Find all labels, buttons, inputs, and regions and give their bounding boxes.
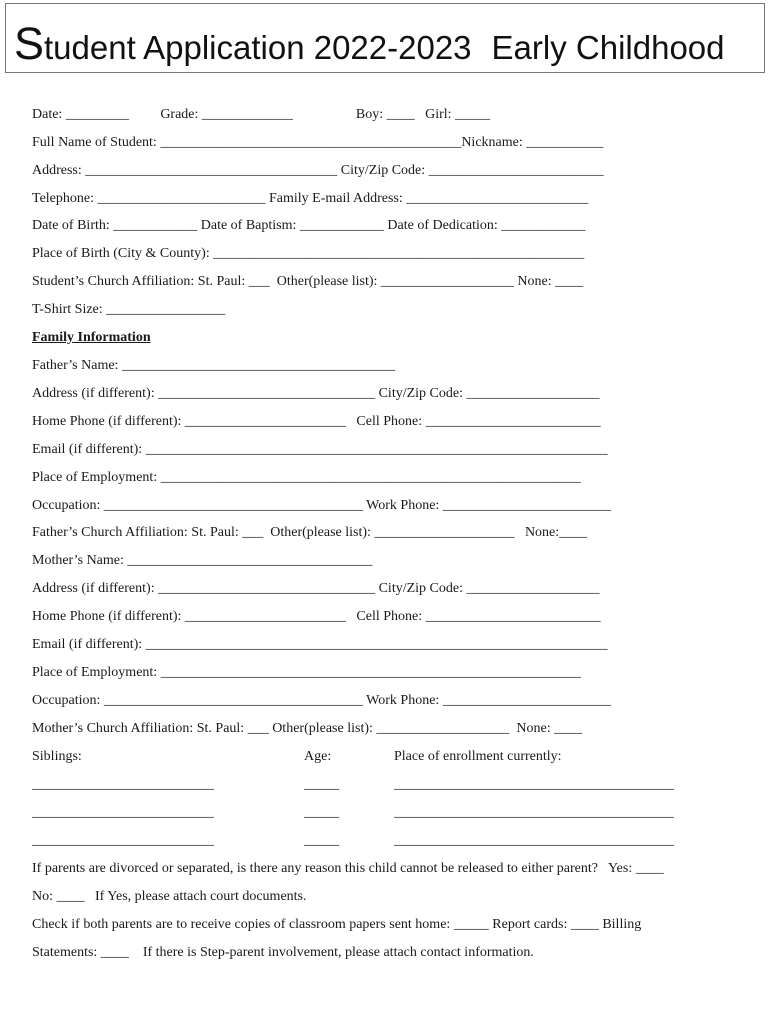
place-of-birth-line: Place of Birth (City & County): _____________________________________________________ (32, 246, 585, 261)
sibling-age-blank: _____ (304, 777, 339, 792)
tshirt-size-line: T-Shirt Size: _________________ (32, 302, 226, 317)
father-address-line: Address (if different): _______________________________ City/Zip Code: ___________________ (32, 386, 600, 401)
father-name-line: Father’s Name: _______________________________________ (32, 358, 395, 373)
date-grade-gender-line: Date: _________ Grade: _____________ Boy: ____ Girl: _____ (32, 107, 491, 122)
siblings-place-label: Place of enrollment currently: (394, 749, 562, 764)
sibling-age-blank: _____ (304, 805, 339, 820)
family-info-heading: Family Information (32, 330, 151, 345)
mother-name-line: Mother’s Name: ___________________________________ (32, 553, 373, 568)
mother-church-line: Mother’s Church Affiliation: St. Paul: ___ Other(please list): ___________________ None: ____ (32, 721, 583, 736)
mother-address-line: Address (if different): _______________________________ City/Zip Code: ___________________ (32, 581, 600, 596)
father-phones-line: Home Phone (if different): _______________________ Cell Phone: _________________________ (32, 414, 601, 429)
custody-question-line: If parents are divorced or separated, is there any reason this child cannot be released to either parent? Yes: ____ (32, 861, 664, 876)
telephone-email-line: Telephone: ________________________ Family E-mail Address: __________________________ (32, 191, 589, 206)
student-address-line: Address: ____________________________________ City/Zip Code: _________________________ (32, 163, 604, 178)
siblings-age-label: Age: (304, 749, 332, 764)
form-header (5, 3, 765, 73)
title-main: tudent Application 2022-2023 (44, 29, 472, 66)
mother-occupation-line: Occupation: _____________________________________ Work Phone: ________________________ (32, 693, 611, 708)
sibling-age-blank: _____ (304, 833, 339, 848)
sibling-place-blank: ________________________________________ (394, 805, 674, 820)
mother-email-line: Email (if different): __________________________________________________________________ (32, 637, 608, 652)
mother-employment-line: Place of Employment: ____________________________________________________________ (32, 665, 581, 680)
court-documents-line: No: ____ If Yes, please attach court documents. (32, 889, 307, 904)
birth-baptism-line: Date of Birth: ____________ Date of Baptism: ____________ Date of Dedication: ____________ (32, 218, 586, 233)
sibling-name-blank: __________________________ (32, 805, 214, 820)
father-church-line: Father’s Church Affiliation: St. Paul: ___ Other(please list): ____________________ None:____ (32, 525, 588, 540)
student-name-line: Full Name of Student: ___________________________________________Nickname: ___________ (32, 135, 604, 150)
step-parent-line: Statements: ____ If there is Step-parent involvement, please attach contact information. (32, 945, 534, 960)
father-occupation-line: Occupation: _____________________________________ Work Phone: ________________________ (32, 498, 611, 513)
siblings-label: Siblings: (32, 749, 82, 764)
mother-phones-line: Home Phone (if different): _______________________ Cell Phone: _________________________ (32, 609, 601, 624)
title-suffix: Early Childhood (491, 29, 725, 66)
father-employment-line: Place of Employment: ____________________________________________________________ (32, 470, 581, 485)
father-email-line: Email (if different): __________________________________________________________________ (32, 442, 608, 457)
student-church-line: Student’s Church Affiliation: St. Paul: ___ Other(please list): ___________________ None: ____ (32, 274, 584, 289)
sibling-place-blank: ________________________________________ (394, 777, 674, 792)
form-title (14, 18, 725, 69)
classroom-papers-line: Check if both parents are to receive copies of classroom papers sent home: _____ Report cards: ____ Billing (32, 917, 642, 932)
title-initial: S (14, 18, 45, 69)
sibling-name-blank: __________________________ (32, 833, 214, 848)
sibling-name-blank: __________________________ (32, 777, 214, 792)
sibling-place-blank: ________________________________________ (394, 833, 674, 848)
